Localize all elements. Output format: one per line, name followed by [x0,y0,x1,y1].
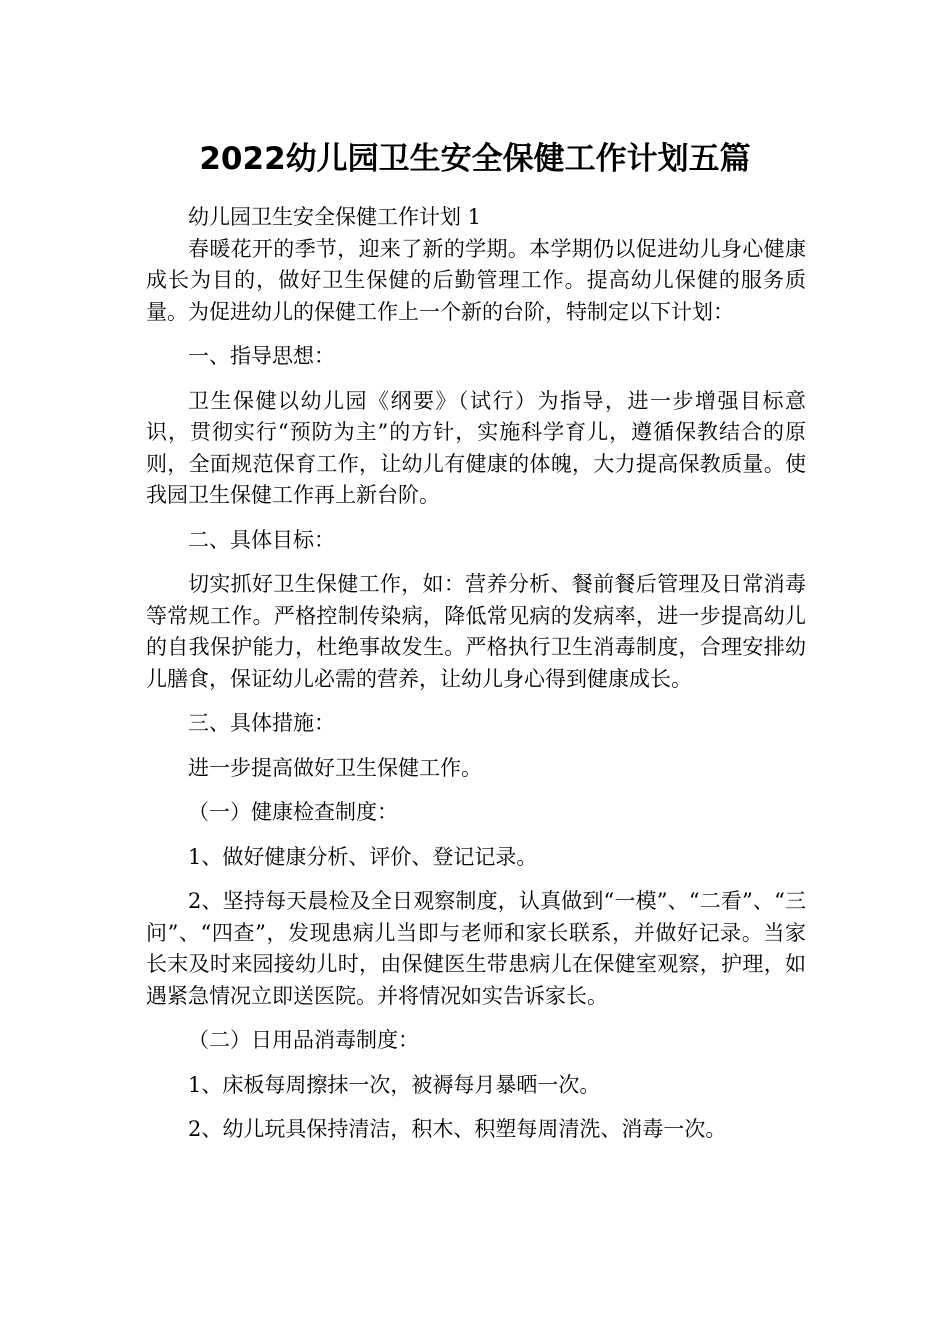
intro-paragraph: 春暖花开的季节，迎来了新的学期。本学期仍以促进幼儿身心健康成长为目的，做好卫生保健的后勤管理工作。提高幼儿保健的服务质量。为促进幼儿的保健工作上一个新的台阶，特制定以下计划： [146,236,806,324]
heading-specific-goals: 二、具体目标： [188,527,335,552]
health-check-item-2: 2、坚持每天晨检及全日观察制度，认真做到“一模”、“二看”、“三问”、“四查”，发现患病儿当即与老师和家长联系，并做好记录。当家长末及时来园接幼儿时，由保健医生带患病儿在保健室观察，护理，如遇紧急情况立即送医院。并将情况如实告诉家长。 [146,889,806,1008]
measures-intro-paragraph: 进一步提高做好卫生保健工作。 [188,755,482,780]
heading-daily-items-disinfection: （二）日用品消毒制度： [188,1028,419,1052]
disinfection-item-2: 2、幼儿玩具保持清洁，积木、积塑每周清洗、消毒一次。 [188,1117,727,1141]
heading-guiding-ideology: 一、指导思想： [188,344,335,368]
guiding-ideology-paragraph: 卫生保健以幼儿园《纲要》（试行）为指导，进一步增强目标意识，贯彻实行“预防为主”的方针，实施科学育儿，遵循保教结合的原则，全面规范保育工作，让幼儿有健康的体魄，大力提高保教质量。使我园卫生保健工作再上新台阶。 [146,388,806,507]
health-check-item-1: 1、做好健康分析、评价、登记记录。 [188,844,538,869]
disinfection-item-1: 1、床板每周擦抹一次，被褥每月暴晒一次。 [188,1072,601,1097]
specific-goals-paragraph: 切实抓好卫生保健工作，如：营养分析、餐前餐后管理及日常消毒等常规工作。严格控制传染病，降低常见病的发病率，进一步提高幼儿的自我保护能力，杜绝事故发生。严格执行卫生消毒制度，合理安排幼儿膳食，保证幼儿必需的营养，让幼儿身心得到健康成长。 [146,572,806,691]
document-body [146,202,806,1146]
section-heading-plan-1: 幼儿园卫生安全保健工作计划 1 [188,205,482,229]
heading-specific-measures: 三、具体措施： [188,711,335,735]
heading-health-check-system: （一）健康检查制度： [188,800,398,824]
document-title: 2022幼儿园卫生安全保健工作计划五篇 [199,141,751,177]
